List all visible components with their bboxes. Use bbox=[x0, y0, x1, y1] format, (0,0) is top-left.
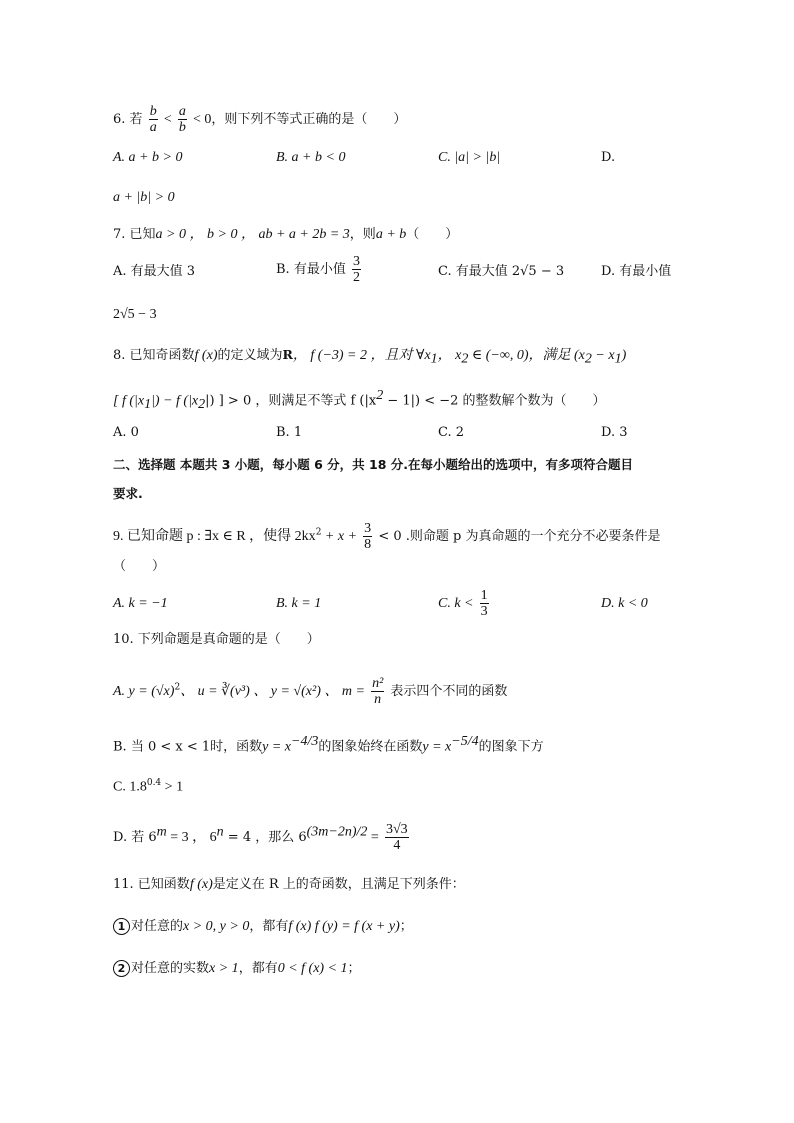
q6-frac-1 bbox=[149, 104, 158, 135]
q11-c1-c: ，都有 bbox=[249, 919, 289, 934]
q6-option-c: C. |a| > |b| bbox=[438, 150, 501, 165]
q8-stem-line1 bbox=[113, 345, 626, 370]
q6-frac1-num: b bbox=[149, 104, 157, 119]
q8-option-d: D. 3 bbox=[601, 425, 628, 440]
q8-sub-1: 1 bbox=[430, 351, 438, 367]
q6-prefix: 6. 若 bbox=[113, 112, 143, 127]
q6-post: ，则下列不等式正确的是（ ） bbox=[211, 112, 407, 127]
q6-frac-2 bbox=[178, 104, 187, 135]
q10-b-3: 的图象下方 bbox=[478, 739, 544, 755]
q11-c1-e: ； bbox=[399, 919, 413, 934]
q8-sub-2: 2 bbox=[461, 351, 469, 367]
section-2-heading: 二、选择题 本题共 3 小题，每小题 6 分，共 18 分.在每小题给出的选项中，有多项符合题目 bbox=[113, 457, 634, 472]
q10-b-exp2: −5/4 bbox=[451, 734, 479, 749]
q7-option-a: A. 有最大值 3 bbox=[113, 264, 196, 279]
q9-pre: 9. 已知命题 p : ∃x ∈ R ，使得 2kx bbox=[113, 529, 316, 544]
circled-number-2-icon: 2 bbox=[113, 960, 130, 977]
q9-frac-den: 8 bbox=[364, 537, 372, 552]
q11-c: 是定义在 R 上的奇函数，且满足下列条件： bbox=[212, 877, 465, 892]
q11-c1-b: x > 0, y > 0 bbox=[183, 919, 250, 934]
q11-stem bbox=[113, 875, 465, 895]
q9-option-c-num: 1 bbox=[480, 588, 488, 603]
q11-c2-a: 对任意的实数 bbox=[131, 961, 210, 976]
q7-option-b-frac bbox=[352, 254, 361, 285]
q10-a-num: n² bbox=[372, 676, 384, 691]
q6-frac1-den: a bbox=[149, 120, 157, 135]
q6-option-d-cont: a + |b| > 0 bbox=[113, 190, 175, 205]
q10-a-den: n bbox=[374, 692, 382, 707]
q8-cond-a: ， f (−3) = 2 ，且对 ∀x bbox=[292, 348, 431, 363]
section-2-heading-cont: 要求. bbox=[113, 486, 143, 501]
q10-a-1: A. y = (√x) bbox=[113, 684, 175, 699]
q10-b-2: 的图象始终在函数 bbox=[318, 739, 423, 755]
q7-prefix: 7. 已知 bbox=[113, 227, 156, 242]
q11-c2-c: ，都有 bbox=[238, 961, 278, 976]
q10-d-frac bbox=[385, 822, 409, 853]
q10-d-sup1: m bbox=[156, 824, 167, 840]
q9-option-c-label: C. k < bbox=[438, 596, 474, 611]
q10-d-1: D. 若 6 bbox=[113, 830, 157, 845]
q10-stem: 10. 下列命题是真命题的是（ ） bbox=[113, 632, 320, 647]
q11-c1-d: f (x) f (y) = f (x + y) bbox=[288, 919, 400, 934]
q6-lt: < bbox=[163, 112, 172, 127]
q8-l2-g: − 1|) < −2 的整数解个数为（ ） bbox=[383, 393, 606, 409]
q7-option-b bbox=[276, 254, 363, 285]
q8-cond-c: ∈ (−∞, 0)，满足 (x bbox=[468, 348, 585, 363]
q8-l2-sup: 2 bbox=[376, 388, 384, 403]
q8-fx: f (x) bbox=[194, 348, 218, 363]
q8-cond-b: ， x bbox=[437, 348, 462, 363]
q10-d-sup3: (3m−2n)/2 bbox=[306, 824, 368, 840]
q6-option-d: D. bbox=[601, 150, 616, 165]
q8-cond-e: ) bbox=[621, 348, 627, 363]
q7-option-d-cont: 2√5 − 3 bbox=[113, 307, 157, 322]
q7-option-d: D. 有最小值 bbox=[601, 264, 672, 279]
q8-sub-3: 2 bbox=[584, 351, 592, 367]
q11-a: 11. 已知函数 bbox=[113, 877, 190, 892]
q10-b-fn1: y = x bbox=[262, 739, 292, 755]
q11-c2-d: 0 < f (x) < 1 bbox=[277, 961, 348, 976]
q8-option-c: C. 2 bbox=[438, 425, 465, 440]
q10-c-1: C. 1.8 bbox=[113, 779, 147, 795]
q8-l2-e: |) ] > 0 ，则满足不等式 f (|x bbox=[205, 393, 377, 409]
q10-option-a bbox=[113, 676, 507, 707]
q10-d-2: = 3 ， 6 bbox=[166, 830, 217, 845]
q9-frac-num: 3 bbox=[364, 521, 372, 536]
q11-condition-2 bbox=[113, 959, 361, 979]
q10-b-1: B. 当 0 < x < 1时，函数 bbox=[113, 739, 263, 755]
q7-option-b-num: 3 bbox=[352, 254, 360, 269]
q6-option-b: B. a + b < 0 bbox=[276, 150, 346, 165]
q9-mid: + x + bbox=[321, 529, 358, 544]
q10-a-frac bbox=[371, 676, 384, 707]
q8-option-b: B. 1 bbox=[276, 425, 303, 440]
q11-c1-a: 对任意的 bbox=[131, 919, 184, 934]
q10-option-d bbox=[113, 822, 411, 853]
q10-d-den: 4 bbox=[393, 838, 401, 853]
q9-option-c-frac bbox=[480, 588, 489, 619]
q6-stem bbox=[113, 104, 406, 135]
q8-l2-c: |) − f (|x bbox=[151, 393, 199, 409]
q8-sub-4: 1 bbox=[614, 351, 622, 367]
q7-stem bbox=[113, 225, 458, 245]
q8-l2-sub1: 1 bbox=[144, 396, 152, 412]
q8-text-c: 的定义域为 bbox=[217, 348, 283, 363]
q9-sup: 2 bbox=[315, 527, 322, 538]
q7-option-c: C. 有最大值 2√5 − 3 bbox=[438, 264, 565, 279]
q10-c-2: > 1 bbox=[161, 779, 184, 795]
q10-b-fn2: y = x bbox=[422, 739, 452, 755]
q10-d-num: 3√3 bbox=[385, 822, 408, 837]
q11-c2-e: ； bbox=[347, 961, 361, 976]
q10-option-b bbox=[113, 732, 544, 757]
q10-a-sup: 2 bbox=[174, 682, 181, 693]
q10-a-3: 表示四个不同的函数 bbox=[390, 684, 508, 699]
q6-option-a: A. a + b > 0 bbox=[113, 150, 183, 165]
q8-R: R bbox=[282, 347, 293, 362]
q10-d-3: = 4 ，那么 6 bbox=[223, 830, 307, 845]
q7-mid: ，则 bbox=[349, 227, 376, 242]
q9-option-b: B. k = 1 bbox=[276, 596, 322, 611]
q8-l2-a: [ f (|x bbox=[113, 393, 145, 409]
q9-option-d: D. k < 0 bbox=[601, 596, 648, 611]
q8-cond-d: − x bbox=[591, 348, 615, 363]
q10-b-exp1: −4/3 bbox=[291, 734, 319, 749]
q10-d-eq: = bbox=[367, 830, 379, 845]
q11-fx: f (x) bbox=[189, 877, 213, 892]
q8-stem-line2 bbox=[113, 386, 606, 415]
q9-option-c-den: 3 bbox=[480, 604, 488, 619]
q7-option-b-label: B. 有最小值 bbox=[276, 262, 346, 277]
q11-condition-1 bbox=[113, 917, 413, 937]
q7-post: （ ） bbox=[406, 227, 459, 242]
q9-stem-cont: （ ） bbox=[113, 559, 166, 574]
q8-text-a: 8. 已知奇函数 bbox=[113, 348, 195, 363]
q9-post: < 0 .则命题 p 为真命题的一个充分不必要条件是 bbox=[378, 529, 661, 544]
q7-option-b-den: 2 bbox=[352, 270, 360, 285]
q10-c-sup: 0.4 bbox=[146, 778, 162, 788]
q6-tail: < 0 bbox=[193, 112, 212, 127]
q10-d-sup2: n bbox=[216, 824, 224, 840]
q6-frac2-den: b bbox=[178, 120, 186, 135]
q9-stem bbox=[113, 521, 660, 552]
circled-number-1-icon: 1 bbox=[113, 918, 130, 935]
q6-frac2-num: a bbox=[178, 104, 186, 119]
q9-frac bbox=[363, 521, 372, 552]
q7-target: a + b bbox=[375, 227, 407, 242]
q10-option-c bbox=[113, 773, 183, 797]
q8-l2-sub2: 2 bbox=[198, 396, 206, 412]
q9-option-a: A. k = −1 bbox=[113, 596, 168, 611]
q10-a-2: 、 u = ∛(v³) 、 y = √(x²) 、 m = bbox=[180, 684, 365, 699]
q8-option-a: A. 0 bbox=[113, 425, 139, 440]
q9-option-c bbox=[438, 588, 491, 619]
q7-condition: a > 0 ， b > 0 ， ab + a + 2b = 3 bbox=[155, 227, 350, 242]
q11-c2-b: x > 1 bbox=[209, 961, 239, 976]
